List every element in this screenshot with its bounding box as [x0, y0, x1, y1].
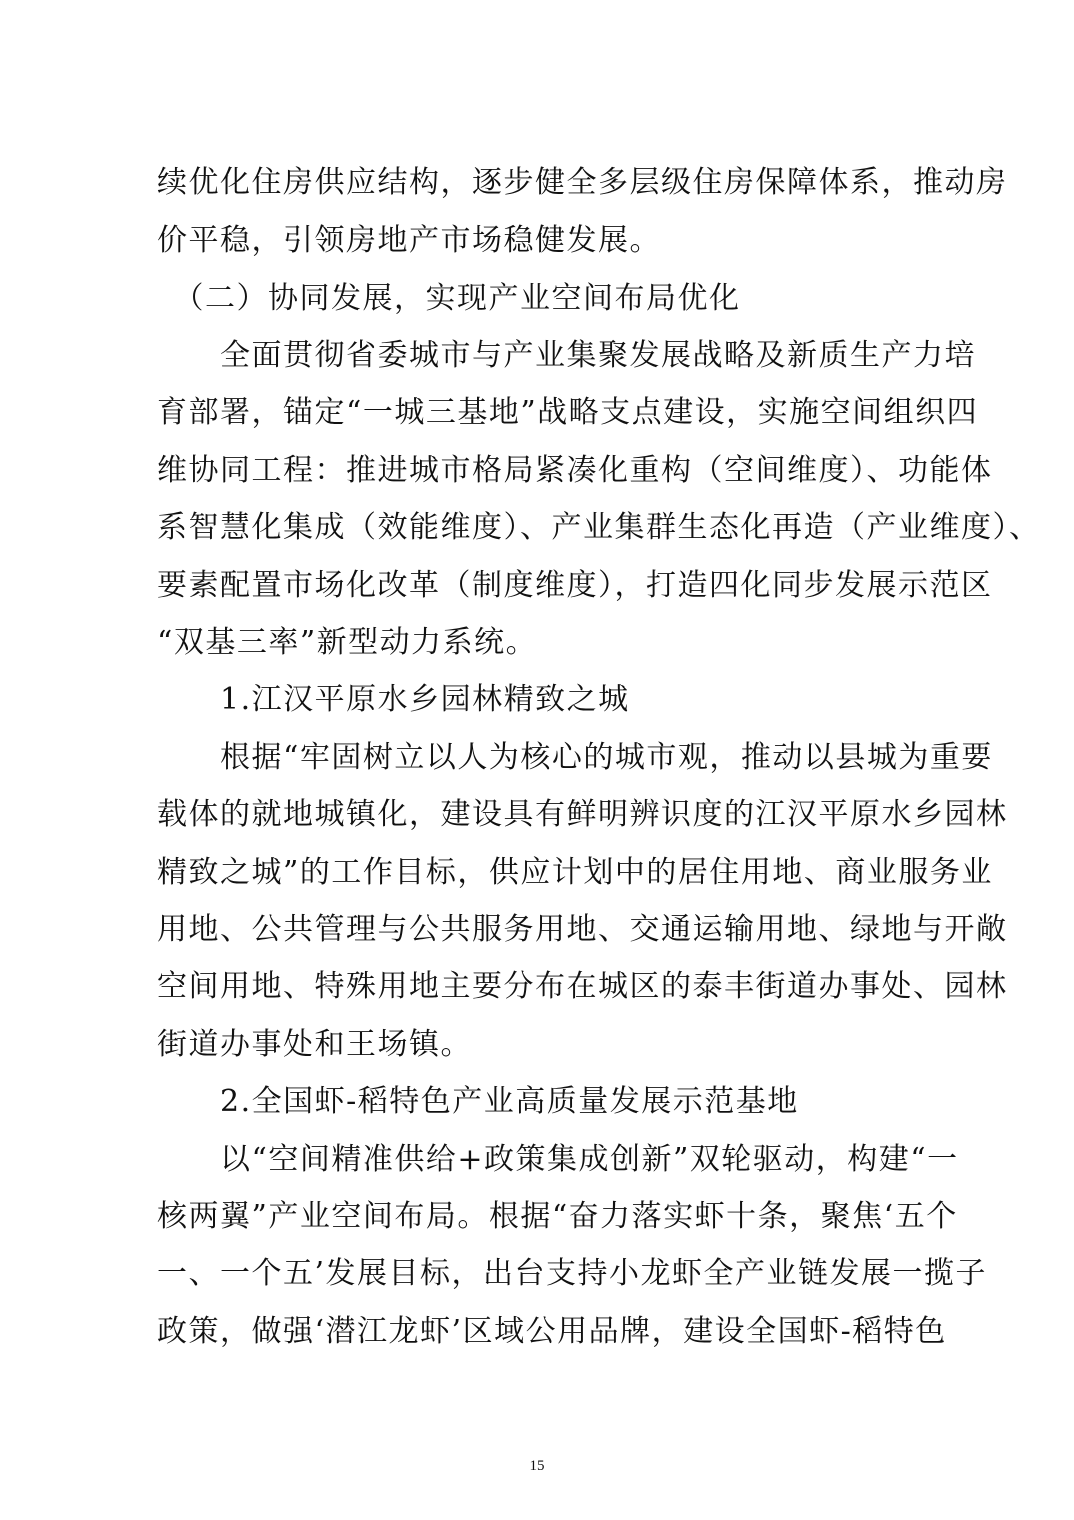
subsection-heading: 1.江汉平原水乡园林精致之城	[157, 682, 630, 717]
body-text-line: 维协同工程：推进城市格局紧凑化重构（空间维度）、功能体	[157, 453, 993, 488]
body-text-line: 根据“牢固树立以人为核心的城市观，推动以县城为重要	[157, 740, 993, 775]
body-text-line: 价平稳，引领房地产市场稳健发展。	[157, 223, 661, 258]
body-text-line: 街道办事处和王场镇。	[157, 1027, 472, 1062]
subsection-heading: 2.全国虾-稻特色产业高质量发展示范基地	[157, 1084, 799, 1119]
body-text-line: 以“空间精准供给+政策集成创新”双轮驱动，构建“一	[157, 1142, 959, 1177]
body-text-line: 全面贯彻省委城市与产业集聚发展战略及新质生产力培	[157, 338, 976, 373]
section-heading: （二）协同发展，实现产业空间布局优化	[157, 281, 741, 316]
body-text-line: 精致之城”的工作目标，供应计划中的居住用地、商业服务业	[157, 855, 993, 890]
body-text-line: 政策，做强‘潜江龙虾’区域公用品牌，建设全国虾-稻特色	[157, 1314, 947, 1349]
body-text-line: 空间用地、特殊用地主要分布在城区的泰丰街道办事处、园林	[157, 969, 1008, 1004]
body-text-line: 一、一个五’发展目标，出台支持小龙虾全产业链发展一揽子	[157, 1256, 988, 1291]
body-text-line: 系智慧化集成（效能维度）、产业集群生态化再造（产业维度）、	[157, 510, 1041, 545]
body-text-line: 载体的就地城镇化，建设具有鲜明辨识度的江汉平原水乡园林	[157, 797, 1008, 832]
body-text-line: 核两翼”产业空间布局。根据“奋力落实虾十条，聚焦‘五个	[157, 1199, 958, 1234]
page-number: 15	[529, 1458, 545, 1474]
body-text-line: 用地、公共管理与公共服务用地、交通运输用地、绿地与开敞	[157, 912, 1008, 947]
body-text-line: 育部署，锚定“一城三基地”战略支点建设，实施空间组织四	[157, 395, 979, 430]
body-text-line: 要素配置市场化改革（制度维度），打造四化同步发展示范区	[157, 568, 993, 603]
body-text-line: 续优化住房供应结构，逐步健全多层级住房保障体系，推动房	[157, 165, 1008, 200]
body-text-line: “双基三率”新型动力系统。	[157, 625, 538, 660]
